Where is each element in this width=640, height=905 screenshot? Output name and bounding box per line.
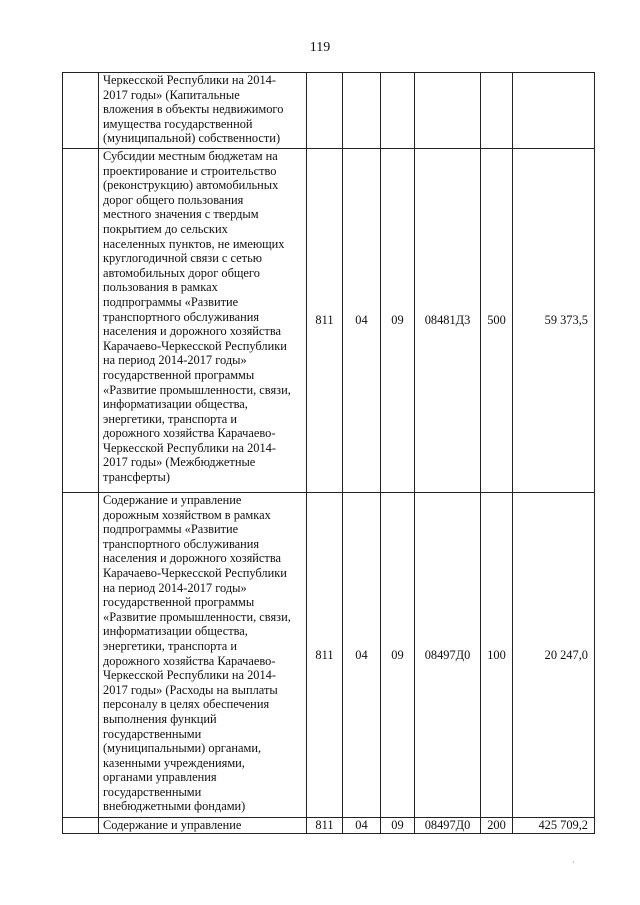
target-article-cell: 08481Д3	[415, 149, 481, 493]
row-index-cell	[63, 493, 99, 818]
expense-name-cell: Субсидии местным бюджетам на проектирование и строительство (реконструкцию) автомобильных дорог общего пользования местного значения с твердым покрытием до сельских населенных пунктов, не имеющих круглогодичной связи с сетью автомобильных дорог общего пользования в рамках подпрограммы «Развитие транспортного обслуживания населения и дорожного хозяйства Карачаево-Черкесской Республики на период 2014-2017 годы» государственной программы «Развитие промышленности, связи, информатизации общества, энергетики, транспорта и дорожного хозяйства Карачаево- Черкесской Республики на 2014- 2017 годы» (Межбюджетные трансферты)	[99, 149, 307, 493]
section-code-cell: 04	[343, 493, 381, 818]
row-index-cell	[63, 149, 99, 493]
section-code-cell: 04	[343, 149, 381, 493]
amount-cell	[513, 73, 595, 149]
amount-cell: 59 373,5	[513, 149, 595, 493]
table-row	[63, 149, 595, 493]
expense-name-cell: Содержание и управление дорожным хозяйством в рамках подпрограммы «Развитие транспортного обслуживания населения и дорожного хозяйства Карачаево-Черкесской Республики на период 2014-2017 годы» государственной программы «Развитие промышленности, связи, информатизации общества, энергетики, транспорта и дорожного хозяйства Карачаево- Черкесской Республики на 2014- 2017 годы» (Расходы на выплаты персоналу в целях обеспечения выполнения функций государственными (муниципальными) органами, казенными учреждениями, органами управления государственными внебюджетными фондами)	[99, 493, 307, 818]
section-code-cell	[343, 73, 381, 149]
table-row	[63, 73, 595, 149]
table-row	[63, 493, 595, 818]
expense-type-cell: 100	[481, 493, 513, 818]
section-code-cell: 04	[343, 818, 381, 834]
expense-name-cell: Содержание и управление	[99, 818, 307, 834]
target-article-cell: 08497Д0	[415, 493, 481, 818]
page-number: 119	[309, 40, 331, 55]
table-row	[63, 818, 595, 834]
row-index-cell	[63, 73, 99, 149]
ministry-code-cell	[307, 73, 343, 149]
amount-cell: 425 709,2	[513, 818, 595, 834]
row-index-cell	[63, 818, 99, 834]
target-article-cell: 08497Д0	[415, 818, 481, 834]
subsection-code-cell: 09	[381, 818, 415, 834]
expense-type-cell: 200	[481, 818, 513, 834]
subsection-code-cell: 09	[381, 493, 415, 818]
target-article-cell	[415, 73, 481, 149]
subsection-code-cell: 09	[381, 149, 415, 493]
ministry-code-cell: 811	[307, 149, 343, 493]
budget-table	[62, 72, 595, 834]
subsection-code-cell	[381, 73, 415, 149]
expense-name-cell: Черкесской Республики на 2014- 2017 годы» (Капитальные вложения в объекты недвижимого имущества государственной (муниципальной) собственности)	[99, 73, 307, 149]
ministry-code-cell: 811	[307, 818, 343, 834]
amount-cell: 20 247,0	[513, 493, 595, 818]
ministry-code-cell: 811	[307, 493, 343, 818]
expense-type-cell: 500	[481, 149, 513, 493]
expense-type-cell	[481, 73, 513, 149]
scan-speck: ·	[572, 858, 575, 867]
